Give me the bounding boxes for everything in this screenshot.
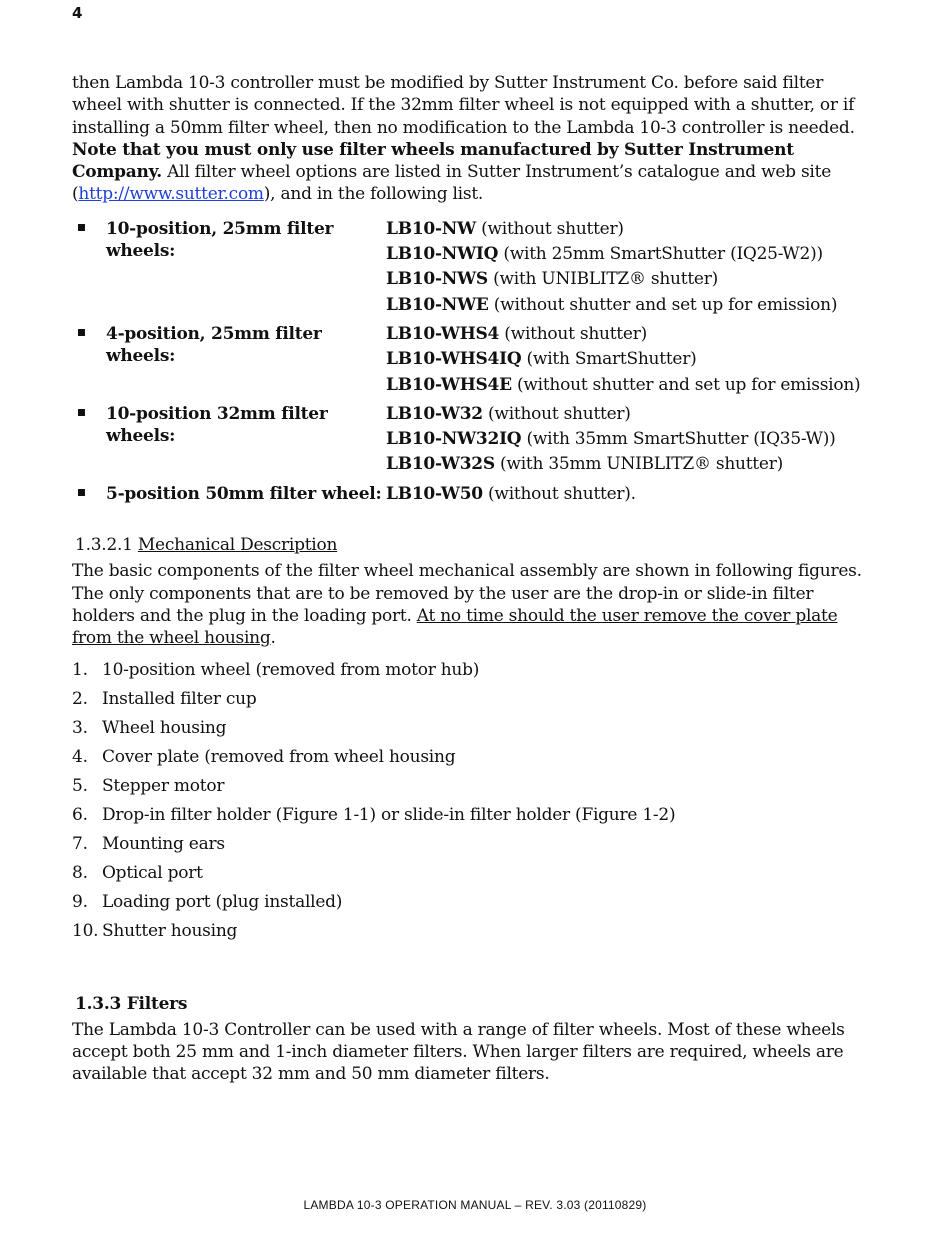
mechanical-text-1: The basic components of the filter wheel mechanical assembly are shown in following figures. The only components that are to be removed by the user are the drop-in or slide-in filter holders and the plug in the loading port. bbox=[72, 561, 862, 626]
page-content bbox=[72, 72, 872, 1086]
filters-paragraph: The Lambda 10-3 Controller can be used with a range of filter wheels. Most of these wheels accept both 25 mm and 1-inch diameter filters. When larger filters are required, wheels are available that accept 32 mm and 50 mm diameter filters. bbox=[72, 1019, 845, 1085]
mechanical-heading bbox=[72, 534, 872, 556]
list-text: Cover plate (removed from wheel housing bbox=[102, 746, 456, 767]
product-desc: (with SmartShutter) bbox=[521, 349, 697, 370]
product-item bbox=[386, 218, 872, 240]
list-number: 7. bbox=[72, 833, 88, 854]
product-item bbox=[386, 403, 872, 425]
list-number: 6. bbox=[72, 804, 88, 825]
product-desc: (with 25mm SmartShutter (IQ25-W2)) bbox=[498, 244, 823, 265]
product-item bbox=[386, 348, 872, 370]
list-text: Wheel housing bbox=[102, 717, 227, 738]
list-item bbox=[72, 862, 872, 891]
product-code: LB10-NWIQ bbox=[386, 244, 499, 265]
product-desc: (without shutter) bbox=[499, 323, 647, 344]
intro-text-1: then Lambda 10-3 controller must be modified by Sutter Instrument Co. before said filter wheel with shutter is connected. If the 32mm filter wheel is not equipped with a shutter, or if installing a 50mm filter wheel, then no modification to the Lambda 10-3 controller is needed. bbox=[72, 73, 855, 138]
list-text: Mounting ears bbox=[102, 833, 225, 854]
product-group-label: 4-position, 25mm filter wheels: bbox=[106, 323, 322, 367]
product-group bbox=[72, 323, 872, 399]
mechanical-paragraph bbox=[72, 560, 872, 649]
component-list bbox=[72, 659, 872, 949]
list-number: 10. bbox=[72, 920, 99, 941]
list-text: Loading port (plug installed) bbox=[102, 891, 343, 912]
product-code: LB10-WHS4 bbox=[386, 323, 500, 344]
list-item bbox=[72, 891, 872, 920]
product-item bbox=[386, 483, 872, 505]
product-desc: (without shutter and set up for emission) bbox=[488, 294, 838, 315]
product-group bbox=[72, 218, 872, 319]
list-text: Drop-in filter holder (Figure 1-1) or slide-in filter holder (Figure 1-2) bbox=[102, 804, 676, 825]
filters-heading: 1.3.3 Filters bbox=[75, 993, 188, 1014]
intro-bold-note: Note that you must only use filter wheels manufactured by Sutter Instrument Company. bbox=[72, 139, 794, 183]
list-number: 9. bbox=[72, 891, 88, 912]
product-item bbox=[386, 428, 872, 450]
product-group-label: 10-position 32mm filter wheels: bbox=[106, 403, 328, 447]
product-item bbox=[386, 323, 872, 345]
list-item bbox=[72, 804, 872, 833]
bullet-icon bbox=[72, 483, 106, 508]
product-desc: (without shutter and set up for emission) bbox=[511, 374, 861, 395]
list-number: 3. bbox=[72, 717, 88, 738]
product-group-label: 10-position, 25mm filter wheels: bbox=[106, 218, 334, 262]
list-item bbox=[72, 833, 872, 862]
product-group bbox=[72, 483, 872, 508]
list-number: 1. bbox=[72, 659, 88, 680]
product-code: LB10-NW32IQ bbox=[386, 429, 522, 450]
product-desc: (without shutter) bbox=[475, 218, 624, 239]
bullet-icon bbox=[72, 323, 106, 399]
list-item bbox=[72, 920, 872, 949]
page-footer: LAMBDA 10-3 OPERATION MANUAL – REV. 3.03 (20110829) bbox=[303, 1198, 647, 1212]
product-list bbox=[72, 218, 872, 508]
list-number: 4. bbox=[72, 746, 88, 767]
product-code: LB10-W32 bbox=[386, 403, 483, 424]
product-code: LB10-NW bbox=[386, 218, 476, 239]
list-text: Shutter housing bbox=[102, 920, 238, 941]
product-desc: (with UNIBLITZ® shutter) bbox=[487, 269, 718, 290]
list-item bbox=[72, 688, 872, 717]
list-number: 2. bbox=[72, 688, 88, 709]
product-item bbox=[386, 453, 872, 475]
mechanical-text-2: . bbox=[270, 628, 276, 649]
product-item bbox=[386, 374, 872, 396]
list-number: 5. bbox=[72, 775, 88, 796]
list-text: 10-position wheel (removed from motor hub) bbox=[102, 659, 480, 680]
product-desc: (with 35mm SmartShutter (IQ35-W)) bbox=[521, 429, 836, 450]
product-item bbox=[386, 268, 872, 290]
product-code: LB10-W32S bbox=[386, 454, 495, 475]
product-desc: (without shutter) bbox=[482, 403, 631, 424]
product-desc: (with 35mm UNIBLITZ® shutter) bbox=[494, 454, 783, 475]
list-item bbox=[72, 659, 872, 688]
list-text: Optical port bbox=[102, 862, 203, 883]
product-desc: (without shutter). bbox=[482, 483, 636, 504]
product-code: LB10-W50 bbox=[386, 483, 483, 504]
list-text: Installed filter cup bbox=[102, 688, 257, 709]
bullet-icon bbox=[72, 403, 106, 479]
product-item bbox=[386, 243, 872, 265]
product-code: LB10-NWS bbox=[386, 269, 488, 290]
list-item bbox=[72, 717, 872, 746]
page-number: 4 bbox=[72, 4, 83, 22]
list-item bbox=[72, 746, 872, 775]
product-group-label: 5-position 50mm filter wheel: bbox=[106, 483, 382, 504]
bullet-icon bbox=[72, 218, 106, 319]
list-item bbox=[72, 775, 872, 804]
intro-text-2: All filter wheel options are listed in Sutter Instrument’s catalogue and web site ( bbox=[72, 162, 832, 205]
product-item bbox=[386, 294, 872, 316]
mechanical-section-title: Mechanical Description bbox=[137, 535, 338, 556]
product-group bbox=[72, 403, 872, 479]
mechanical-warning: At no time should the user remove the cover plate from the wheel housing bbox=[72, 605, 838, 649]
intro-paragraph bbox=[72, 72, 872, 206]
list-number: 8. bbox=[72, 862, 88, 883]
sutter-website-link[interactable]: http://www.sutter.com bbox=[78, 184, 264, 205]
product-code: LB10-WHS4IQ bbox=[386, 349, 522, 370]
product-code: LB10-WHS4E bbox=[386, 374, 512, 395]
intro-text-3: ), and in the following list. bbox=[263, 184, 484, 205]
list-text: Stepper motor bbox=[102, 775, 225, 796]
product-code: LB10-NWE bbox=[386, 294, 489, 315]
mechanical-section-number: 1.3.2.1 bbox=[75, 535, 138, 556]
